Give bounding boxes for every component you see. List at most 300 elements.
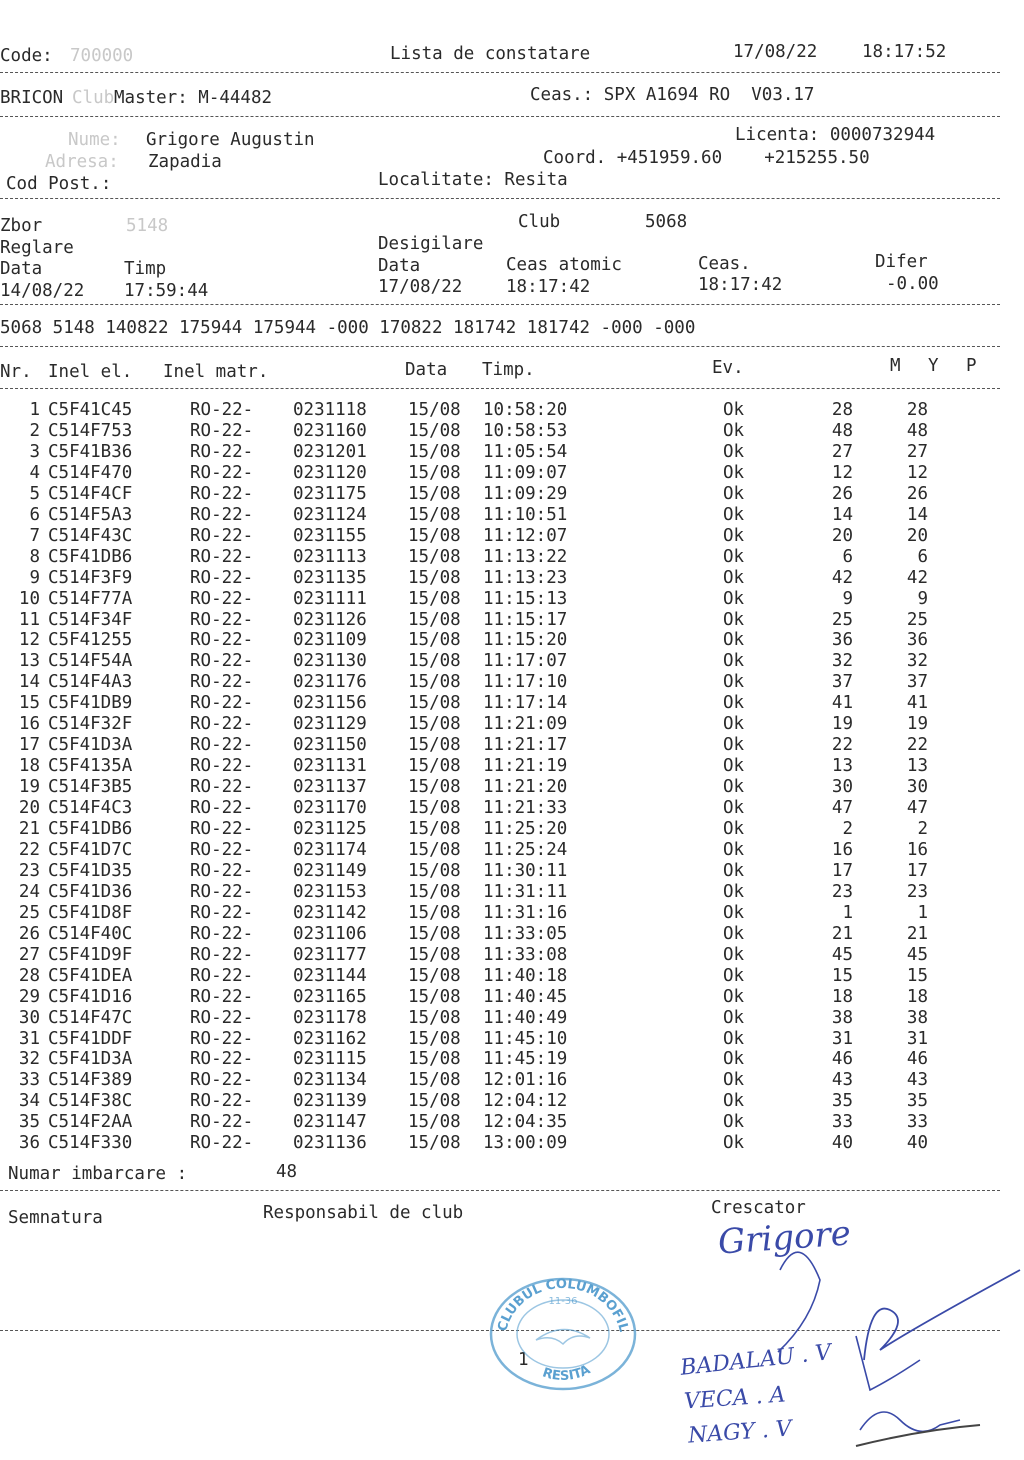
arrival-date: 15/08 [408,819,461,839]
event-status: Ok [723,525,745,546]
value-m: 6 [842,546,853,567]
club-value: 5068 [645,212,688,232]
table-row [0,966,1000,987]
value-m: 40 [831,1133,853,1154]
crescator-signature: Grigore [716,1213,853,1263]
event-status: Ok [723,1070,745,1091]
handwritten-name-2: VECA . A [683,1382,787,1415]
ring-prefix: RO-22- [190,483,254,504]
value-m: 41 [831,693,853,714]
value-y: 27 [906,441,928,462]
arrival-date: 15/08 [408,839,461,860]
table-row [0,987,1000,1008]
arrival-date: 15/08 [408,1112,461,1133]
ring-number: 0231135 [293,567,367,588]
arrival-time: 11:40:18 [483,965,568,986]
ring-number: 0231178 [293,1007,367,1028]
electronic-ring: C5F41C45 [48,400,133,420]
event-status: Ok [723,400,745,420]
value-m: 43 [831,1070,853,1091]
ring-number: 0231120 [293,462,367,483]
atomic-time: 18:17:42 [506,277,591,297]
value-y: 28 [906,400,928,420]
ring-number: 0231111 [293,588,367,609]
ring-prefix: RO-22- [190,400,254,420]
table-row [0,526,1000,547]
arrival-time: 11:25:24 [483,839,568,860]
device-brand: BRICON [0,88,64,108]
electronic-ring: C5F41D36 [48,881,133,902]
table-row [0,505,1000,526]
value-m: 20 [831,525,853,546]
locality: Localitate: Resita [378,170,568,190]
table-row [0,945,1000,966]
value-m: 2 [842,819,853,839]
arrival-time: 10:58:53 [483,420,568,441]
electronic-ring: C514F47C [48,1007,133,1028]
arrival-time: 11:30:11 [483,860,568,881]
value-y: 38 [906,1007,928,1028]
value-m: 31 [831,1028,853,1049]
event-status: Ok [723,672,745,693]
value-y: 16 [906,839,928,860]
event-status: Ok [723,777,745,798]
value-y: 23 [906,881,928,902]
ring-prefix: RO-22- [190,630,254,651]
ring-prefix: RO-22- [190,1133,254,1154]
value-y: 1 [917,902,928,923]
row-number: 30 [18,1007,40,1028]
value-y: 31 [906,1028,928,1049]
ring-number: 0231118 [293,400,367,420]
ring-prefix: RO-22- [190,588,254,609]
value-y: 18 [906,986,928,1007]
ring-number: 0231125 [293,819,367,839]
ring-number: 0231162 [293,1028,367,1049]
value-m: 22 [831,735,853,756]
value-m: 30 [831,777,853,798]
table-row [0,756,1000,777]
electronic-ring: C5F4135A [48,756,133,777]
arrival-date: 15/08 [408,1091,461,1112]
ring-number: 0231115 [293,1049,367,1070]
row-number: 11 [18,609,40,630]
value-m: 32 [831,651,853,672]
arrival-time: 11:13:23 [483,567,568,588]
col-data: Data [405,360,448,380]
arrival-time: 11:17:14 [483,693,568,714]
table-row [0,777,1000,798]
code-value: 700000 [70,46,134,66]
ring-number: 0231109 [293,630,367,651]
reg-data-label: Data [0,259,43,279]
value-y: 46 [906,1049,928,1070]
row-number: 19 [18,777,40,798]
divider [0,346,1000,347]
ring-prefix: RO-22- [190,525,254,546]
table-row [0,1133,1000,1154]
electronic-ring: C5F41B36 [48,441,133,462]
ceas-atomic-label: Ceas atomic [506,255,622,275]
ring-number: 0231131 [293,756,367,777]
code-line: 5068 5148 140822 175944 175944 -000 170822 181742 181742 -000 -000 [0,318,696,338]
event-status: Ok [723,902,745,923]
electronic-ring: C5F41DB9 [48,693,133,714]
arrival-time: 11:15:13 [483,588,568,609]
arrival-time: 10:58:20 [483,400,568,420]
row-number: 22 [18,839,40,860]
table-row [0,400,1000,421]
value-m: 23 [831,881,853,902]
table-row [0,1049,1000,1070]
event-status: Ok [723,1007,745,1028]
arrival-time: 11:05:54 [483,441,568,462]
row-number: 17 [18,735,40,756]
electronic-ring: C5F41255 [48,630,133,651]
event-status: Ok [723,714,745,735]
table-row [0,1091,1000,1112]
value-m: 19 [831,714,853,735]
row-number: 15 [18,693,40,714]
electronic-ring: C5F41D16 [48,986,133,1007]
event-status: Ok [723,839,745,860]
electronic-ring: C514F389 [48,1070,133,1091]
event-status: Ok [723,1091,745,1112]
table-row [0,1112,1000,1133]
des-data-label: Data [378,256,421,276]
value-m: 14 [831,504,853,525]
row-number: 24 [18,881,40,902]
event-status: Ok [723,1112,745,1133]
event-status: Ok [723,483,745,504]
electronic-ring: C514F3F9 [48,567,133,588]
row-number: 27 [18,944,40,965]
table-row [0,735,1000,756]
value-y: 47 [906,798,928,819]
ring-number: 0231129 [293,714,367,735]
col-y: Y [928,356,939,376]
electronic-ring: C514F43C [48,525,133,546]
ring-number: 0231160 [293,420,367,441]
table-row [0,651,1000,672]
event-status: Ok [723,1028,745,1049]
electronic-ring: C514F470 [48,462,133,483]
col-timp: Timp. [482,360,535,380]
arrival-date: 15/08 [408,777,461,798]
ring-prefix: RO-22- [190,819,254,839]
arrival-date: 15/08 [408,944,461,965]
ring-prefix: RO-22- [190,441,254,462]
row-number: 1 [29,400,40,420]
row-number: 3 [29,441,40,462]
page-number: 1 [518,1350,529,1370]
ring-prefix: RO-22- [190,714,254,735]
ring-prefix: RO-22- [190,756,254,777]
arrival-time: 11:15:20 [483,630,568,651]
event-status: Ok [723,588,745,609]
ring-prefix: RO-22- [190,651,254,672]
arrival-date: 15/08 [408,630,461,651]
row-number: 14 [18,672,40,693]
col-inel-el: Inel el. [48,362,133,382]
electronic-ring: C5F41D3A [48,1049,133,1070]
value-m: 27 [831,441,853,462]
value-m: 33 [831,1112,853,1133]
electronic-ring: C5F41D7C [48,839,133,860]
electronic-ring: C514F330 [48,1133,133,1154]
ring-number: 0231136 [293,1133,367,1154]
value-y: 37 [906,672,928,693]
arrival-date: 15/08 [408,986,461,1007]
value-m: 45 [831,944,853,965]
arrival-time: 11:21:33 [483,798,568,819]
value-y: 30 [906,777,928,798]
value-y: 2 [917,819,928,839]
arrival-time: 11:10:51 [483,504,568,525]
row-number: 16 [18,714,40,735]
arrival-date: 15/08 [408,881,461,902]
value-y: 41 [906,693,928,714]
arrival-time: 11:13:22 [483,546,568,567]
electronic-ring: C514F38C [48,1091,133,1112]
row-number: 20 [18,798,40,819]
code-label: Code: [0,46,53,66]
ring-number: 0231177 [293,944,367,965]
divider [0,388,1000,389]
arrival-date: 15/08 [408,546,461,567]
reg-timp-label: Timp [124,259,167,279]
event-status: Ok [723,1049,745,1070]
row-number: 21 [18,819,40,839]
ring-number: 0231153 [293,881,367,902]
semnatura-label: Semnatura [8,1208,103,1228]
ceas-label: Ceas. [698,254,751,274]
ring-prefix: RO-22- [190,860,254,881]
table-row [0,589,1000,610]
ring-number: 0231106 [293,923,367,944]
event-status: Ok [723,420,745,441]
table-row [0,882,1000,903]
event-status: Ok [723,504,745,525]
electronic-ring: C5F41DB6 [48,819,133,839]
ring-prefix: RO-22- [190,986,254,1007]
electronic-ring: C514F5A3 [48,504,133,525]
ring-number: 0231124 [293,504,367,525]
value-y: 48 [906,420,928,441]
table-row [0,840,1000,861]
row-number: 32 [18,1049,40,1070]
arrival-time: 11:21:19 [483,756,568,777]
event-status: Ok [723,965,745,986]
col-ev: Ev. [712,358,744,378]
event-status: Ok [723,546,745,567]
event-status: Ok [723,798,745,819]
value-y: 25 [906,609,928,630]
arrival-time: 11:09:29 [483,483,568,504]
row-number: 25 [18,902,40,923]
table-row [0,442,1000,463]
electronic-ring: C514F32F [48,714,133,735]
arrival-date: 15/08 [408,798,461,819]
ring-number: 0231201 [293,441,367,462]
ring-number: 0231113 [293,546,367,567]
arrival-time: 11:09:07 [483,462,568,483]
row-number: 36 [18,1133,40,1154]
owner-address: Zapadia [148,152,222,172]
table-row [0,1029,1000,1050]
row-number: 9 [29,567,40,588]
row-number: 8 [29,546,40,567]
col-m: M [890,356,901,376]
electronic-ring: C514F34F [48,609,133,630]
arrival-date: 15/08 [408,860,461,881]
ring-number: 0231175 [293,483,367,504]
value-y: 22 [906,735,928,756]
ring-prefix: RO-22- [190,546,254,567]
divider [0,116,1000,117]
value-y: 6 [917,546,928,567]
value-m: 47 [831,798,853,819]
ring-prefix: RO-22- [190,839,254,860]
value-y: 32 [906,651,928,672]
row-number: 28 [18,965,40,986]
electronic-ring: C5F41D9F [48,944,133,965]
value-y: 13 [906,756,928,777]
coordinates: Coord. +451959.60 +215255.50 [543,148,870,168]
ring-number: 0231134 [293,1070,367,1091]
arrival-time: 11:21:09 [483,714,568,735]
arrival-time: 11:12:07 [483,525,568,546]
club-stamp [478,1262,648,1392]
value-y: 33 [906,1112,928,1133]
event-status: Ok [723,881,745,902]
arrival-time: 11:33:05 [483,923,568,944]
ring-number: 0231144 [293,965,367,986]
ring-prefix: RO-22- [190,609,254,630]
arrival-time: 11:21:17 [483,735,568,756]
reg-date: 14/08/22 [0,281,85,301]
ring-number: 0231176 [293,672,367,693]
value-m: 28 [831,400,853,420]
ring-prefix: RO-22- [190,735,254,756]
table-row [0,819,1000,840]
table-row [0,798,1000,819]
ceas-time: 18:17:42 [698,275,783,295]
des-date: 17/08/22 [378,277,463,297]
table-row [0,672,1000,693]
reg-time: 17:59:44 [124,281,209,301]
ring-number: 0231130 [293,651,367,672]
arrival-date: 15/08 [408,525,461,546]
arrival-time: 11:31:16 [483,902,568,923]
value-m: 46 [831,1049,853,1070]
table-row [0,1070,1000,1091]
electronic-ring: C514F753 [48,420,133,441]
value-m: 37 [831,672,853,693]
ring-prefix: RO-22- [190,944,254,965]
row-number: 29 [18,986,40,1007]
table-row [0,421,1000,442]
value-m: 25 [831,609,853,630]
arrival-date: 15/08 [408,1007,461,1028]
numar-label: Numar imbarcare : [8,1164,188,1184]
owner-name: Grigore Augustin [146,130,315,150]
electronic-ring: C514F2AA [48,1112,133,1133]
event-status: Ok [723,462,745,483]
value-m: 18 [831,986,853,1007]
difer-label: Difer [875,252,928,272]
electronic-ring: C5F41D3A [48,735,133,756]
arrival-time: 11:33:08 [483,944,568,965]
event-status: Ok [723,860,745,881]
electronic-ring: C514F40C [48,923,133,944]
table-row [0,861,1000,882]
electronic-ring: C514F4CF [48,483,133,504]
arrival-time: 12:04:35 [483,1112,568,1133]
ring-prefix: RO-22- [190,567,254,588]
value-m: 1 [842,902,853,923]
electronic-ring: C5F41DDF [48,1028,133,1049]
table-row [0,693,1000,714]
ring-prefix: RO-22- [190,420,254,441]
ring-number: 0231174 [293,839,367,860]
arrival-date: 15/08 [408,462,461,483]
arrival-time: 12:04:12 [483,1091,568,1112]
ring-number: 0231139 [293,1091,367,1112]
stamp-top-text: CLUBUL COLUMBOFIL [495,1276,631,1334]
ring-number: 0231165 [293,986,367,1007]
arrival-time: 12:01:16 [483,1070,568,1091]
row-number: 12 [18,630,40,651]
arrival-date: 15/08 [408,735,461,756]
table-row [0,463,1000,484]
arrival-date: 15/08 [408,902,461,923]
ring-prefix: RO-22- [190,902,254,923]
electronic-ring: C5F41DB6 [48,546,133,567]
divider [0,1190,1000,1191]
value-m: 12 [831,462,853,483]
electronic-ring: C514F4C3 [48,798,133,819]
ring-number: 0231142 [293,902,367,923]
handwritten-name-1: BADALAU . V [679,1340,833,1381]
value-m: 48 [831,420,853,441]
ring-prefix: RO-22- [190,1049,254,1070]
value-y: 26 [906,483,928,504]
row-number: 35 [18,1112,40,1133]
table-row [0,630,1000,651]
arrival-time: 11:15:17 [483,609,568,630]
arrival-date: 15/08 [408,965,461,986]
print-time: 18:17:52 [862,42,947,62]
arrival-date: 15/08 [408,1070,461,1091]
arrival-time: 11:17:10 [483,672,568,693]
value-m: 9 [842,588,853,609]
event-status: Ok [723,609,745,630]
value-m: 38 [831,1007,853,1028]
row-number: 18 [18,756,40,777]
arrival-date: 15/08 [408,588,461,609]
value-y: 35 [906,1091,928,1112]
ring-number: 0231150 [293,735,367,756]
reglare-label: Reglare [0,238,74,258]
value-y: 14 [906,504,928,525]
stamp-center-number: 11-36 [548,1296,578,1307]
divider [0,198,1000,199]
ring-number: 0231155 [293,525,367,546]
ring-prefix: RO-22- [190,1112,254,1133]
arrival-time: 11:21:20 [483,777,568,798]
event-status: Ok [723,441,745,462]
